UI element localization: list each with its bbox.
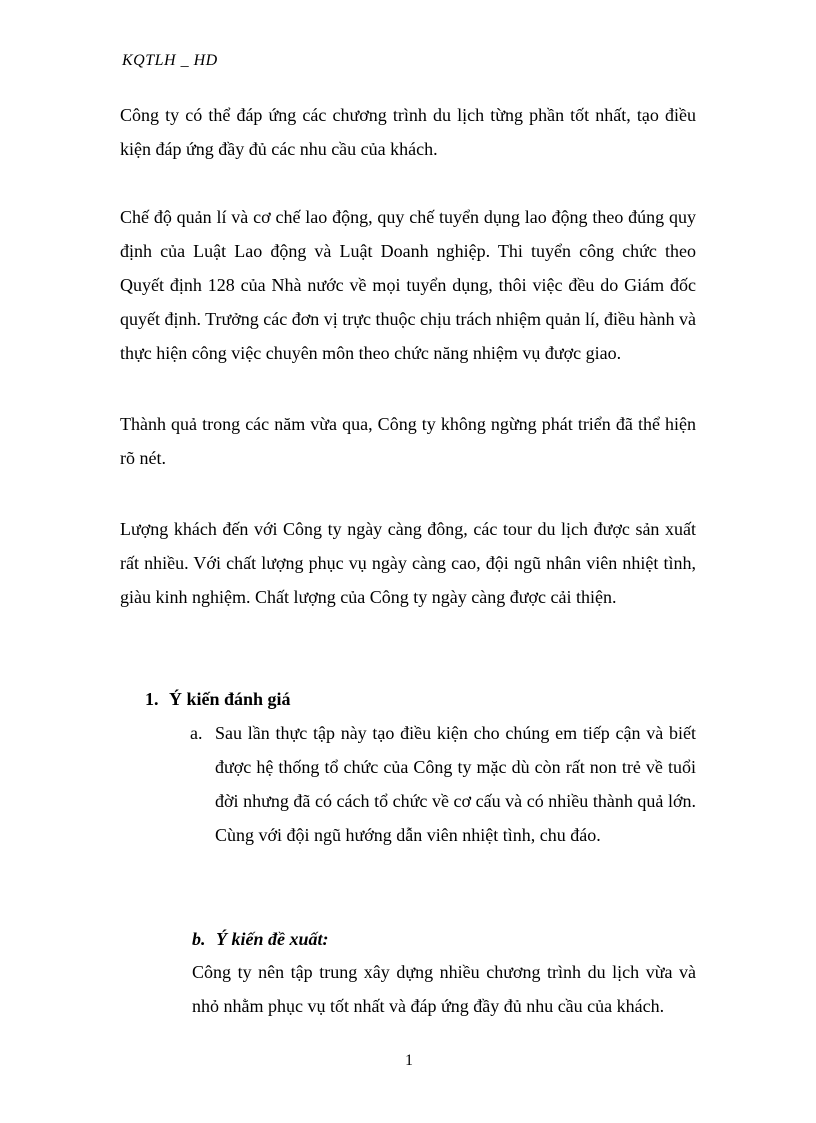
list-marker-b: b. [192, 929, 206, 949]
page-header: KQTLH _ HD [122, 52, 218, 69]
paragraph-customer-growth: Lượng khách đến với Công ty ngày càng đông, các tour du lịch được sản xuất rất nhiều. Với chất lượng phục vụ ngày càng cao, đội ngũ nhân viên nhiệt tình, giàu kinh nghiệm. Chất lượng của Công ty ngày càng được cải thiện. [120, 519, 696, 607]
page-number: 1 [405, 1052, 413, 1069]
section-heading-evaluation [145, 682, 291, 716]
paragraph-labor-policy: Chế độ quản lí và cơ chế lao động, quy chế tuyển dụng lao động theo đúng quy định của Luật Lao động và Luật Doanh nghiệp. Thi tuyển công chức theo Quyết định 128 của Nhà nước về mọi tuyển dụng, thôi việc đều do Giám đốc quyết định. Trưởng các đơn vị trực thuộc chịu trách nhiệm quản lí, điều hành và thực hiện công việc chuyên môn theo chức năng nhiệm vụ được giao. [120, 207, 696, 363]
paragraph-service-capability: Công ty có thể đáp ứng các chương trình du lịch từng phần tốt nhất, tạo điều kiện đáp ứng đầy đủ các nhu cầu của khách. [120, 105, 696, 159]
paragraph-achievements: Thành quả trong các năm vừa qua, Công ty không ngừng phát triển đã thể hiện rõ nét. [120, 414, 696, 468]
section-title: Ý kiến đánh giá [169, 689, 291, 709]
subheading-proposal [192, 922, 329, 956]
list-item-evaluation [190, 716, 696, 852]
paragraph-proposal: Công ty nên tập trung xây dựng nhiều chương trình du lịch vừa và nhỏ nhằm phục vụ tốt nhất và đáp ứng đầy đủ nhu cầu của khách. [192, 962, 696, 1016]
subheading-title: Ý kiến đề xuất: [216, 929, 329, 949]
list-marker-a: a. [190, 723, 203, 743]
list-item-text: Sau lần thực tập này tạo điều kiện cho chúng em tiếp cận và biết được hệ thống tổ chức của Công ty mặc dù còn rất non trẻ về tuổi đời nhưng đã có cách tổ chức về cơ cấu và có nhiều thành quả lớn. Cùng với đội ngũ hướng dẫn viên nhiệt tình, chu đáo. [215, 723, 696, 845]
section-number: 1. [145, 689, 159, 709]
